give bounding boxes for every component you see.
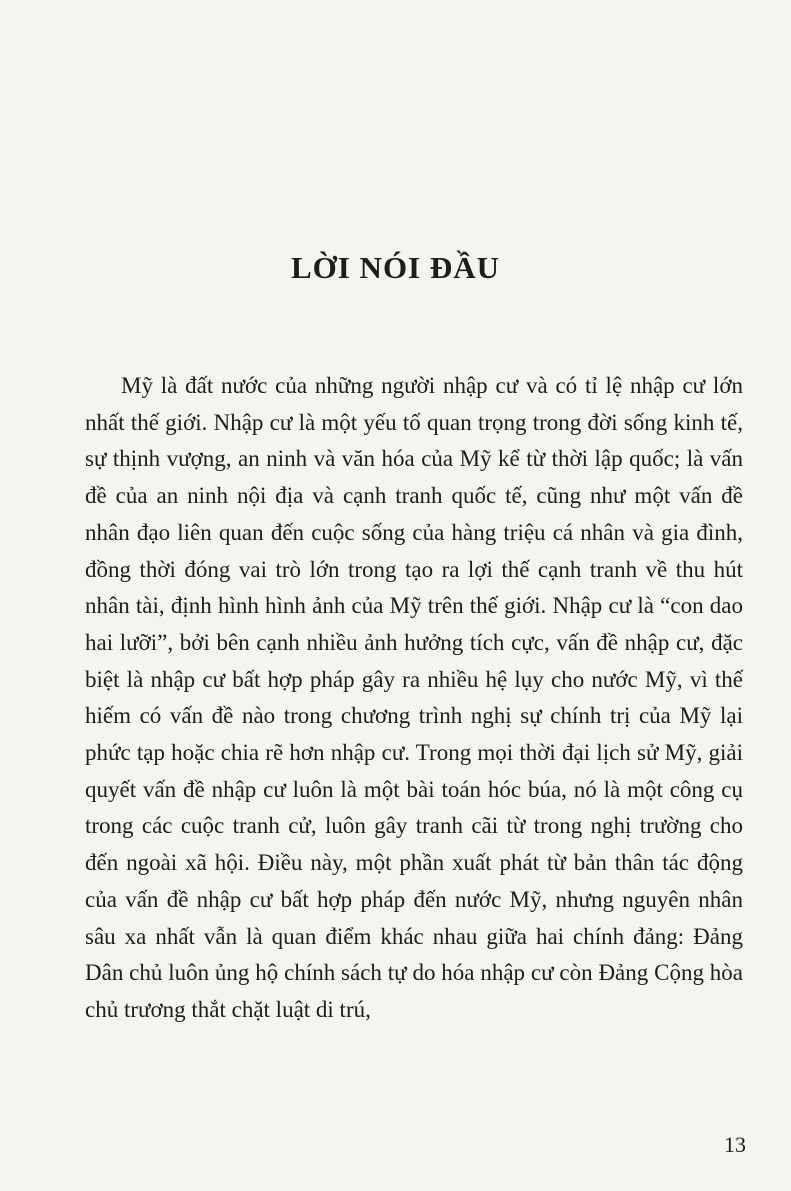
body-paragraph: Mỹ là đất nước của những người nhập cư và có tỉ lệ nhập cư lớn nhất thế giới. Nhập cư là một yếu tố quan trọng trong đời sống kinh tế, sự thịnh vượng, an ninh và văn hóa của Mỹ kể từ thời lập quốc; là vấn đề của an ninh nội địa và cạnh tranh quốc tế, cũng như một vấn đề nhân đạo liên quan đến cuộc sống của hàng triệu cá nhân và gia đình, đồng thời đóng vai trò lớn trong tạo ra lợi thế cạnh tranh về thu hút nhân tài, định hình hình ảnh của Mỹ trên thế giới. Nhập cư là “con dao hai lưỡi”, bởi bên cạnh nhiều ảnh hưởng tích cực, vấn đề nhập cư, đặc biệt là nhập cư bất hợp pháp gây ra nhiều hệ lụy cho nước Mỹ, vì thế hiếm có vấn đề nào trong chương trình nghị sự chính trị của Mỹ lại phức tạp hoặc chia rẽ hơn nhập cư. Trong mọi thời đại lịch sử Mỹ, giải quyết vấn đề nhập cư luôn là một bài toán hóc búa, nó là một công cụ trong các cuộc tranh cử, luôn gây tranh cãi từ trong nghị trường cho đến ngoài xã hội. Điều này, một phần xuất phát từ bản thân tác động của vấn đề nhập cư bất hợp pháp đến nước Mỹ, nhưng nguyên nhân sâu xa nhất vẫn là quan điểm khác nhau giữa hai chính đảng: Đảng Dân chủ luôn ủng hộ chính sách tự do hóa nhập cư còn Đảng Cộng hòa chủ trương thắt chặt luật di trú, [85,373,743,1022]
page-number: 13 [724,1132,746,1157]
page-title: LỜI NÓI ĐẦU [290,250,501,285]
